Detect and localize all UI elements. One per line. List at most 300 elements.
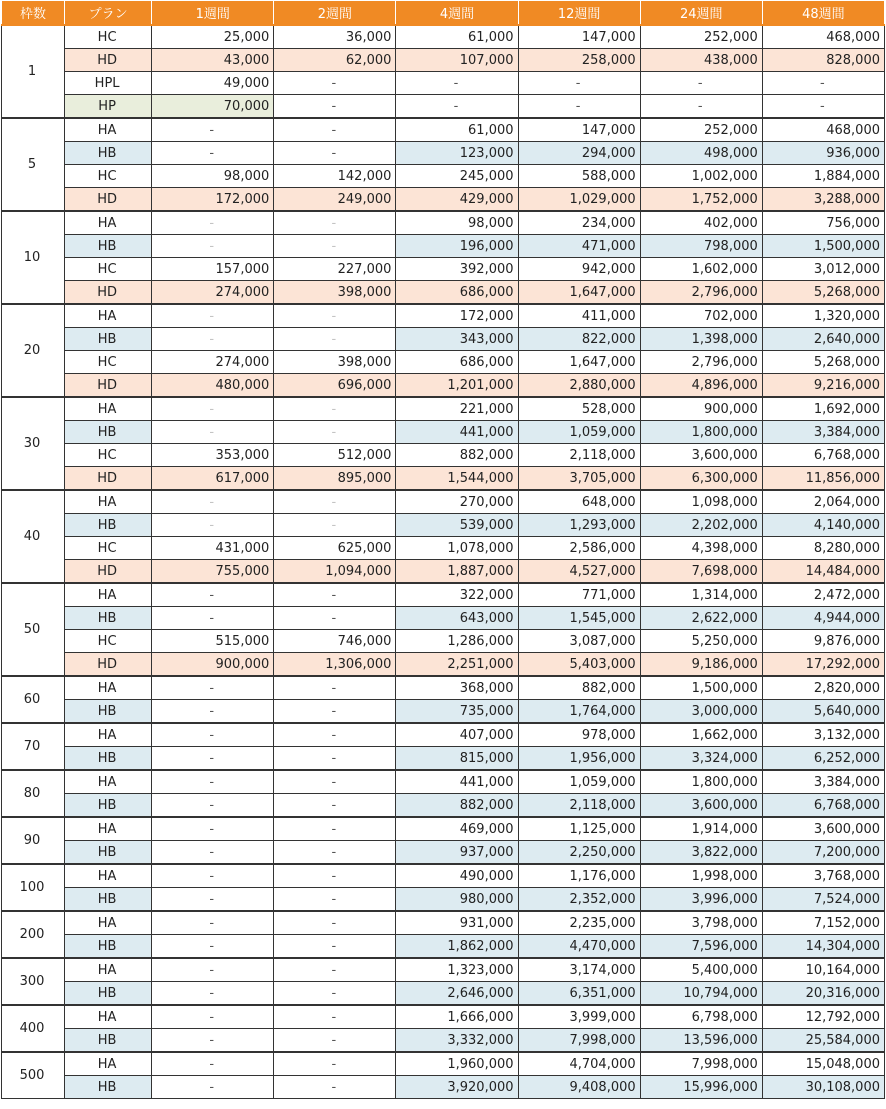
- table-header: [2, 1, 885, 26]
- price-cell: 3,012,000: [762, 258, 884, 281]
- price-cell: 1,094,000: [274, 560, 396, 584]
- price-cell: 978,000: [518, 723, 640, 747]
- price-cell: 3,705,000: [518, 467, 640, 491]
- price-cell: 900,000: [152, 653, 274, 677]
- price-cell: 147,000: [518, 25, 640, 49]
- price-cell: -: [274, 397, 396, 421]
- price-cell: 828,000: [762, 49, 884, 72]
- price-cell: -: [274, 817, 396, 841]
- plan-cell: HD: [65, 281, 152, 305]
- plan-cell: HD: [65, 560, 152, 584]
- table-row: [2, 118, 885, 142]
- plan-cell: HA: [65, 958, 152, 982]
- price-cell: 648,000: [518, 490, 640, 514]
- price-cell: 882,000: [396, 444, 518, 467]
- price-cell: 1,887,000: [396, 560, 518, 584]
- price-cell: 3,174,000: [518, 958, 640, 982]
- plan-cell: HD: [65, 653, 152, 677]
- frames-cell: 100: [2, 864, 65, 911]
- table-row: [2, 607, 885, 630]
- price-cell: 895,000: [274, 467, 396, 491]
- table-row: [2, 935, 885, 959]
- price-cell: 98,000: [152, 165, 274, 188]
- price-cell: 221,000: [396, 397, 518, 421]
- price-cell: 438,000: [640, 49, 762, 72]
- table-row: [2, 95, 885, 119]
- price-cell: -: [274, 841, 396, 865]
- table-row: [2, 211, 885, 235]
- price-cell: -: [152, 304, 274, 328]
- plan-cell: HB: [65, 421, 152, 444]
- plan-cell: HB: [65, 142, 152, 165]
- price-cell: -: [274, 794, 396, 818]
- price-cell: 1,647,000: [518, 351, 640, 374]
- price-cell: -: [274, 235, 396, 258]
- price-cell: 498,000: [640, 142, 762, 165]
- plan-cell: HB: [65, 700, 152, 724]
- plan-cell: HPL: [65, 72, 152, 95]
- price-cell: 469,000: [396, 817, 518, 841]
- price-cell: -: [396, 72, 518, 95]
- price-cell: -: [274, 1076, 396, 1099]
- plan-cell: HA: [65, 397, 152, 421]
- price-cell: 2,235,000: [518, 911, 640, 935]
- table-row: [2, 537, 885, 560]
- price-cell: 1,800,000: [640, 421, 762, 444]
- table-row: [2, 235, 885, 258]
- frames-cell: 70: [2, 723, 65, 770]
- price-cell: -: [274, 211, 396, 235]
- price-cell: 1,098,000: [640, 490, 762, 514]
- price-cell: 61,000: [396, 118, 518, 142]
- price-cell: -: [152, 397, 274, 421]
- price-cell: 2,586,000: [518, 537, 640, 560]
- price-cell: 123,000: [396, 142, 518, 165]
- price-cell: 9,408,000: [518, 1076, 640, 1099]
- price-cell: -: [152, 328, 274, 351]
- price-cell: 431,000: [152, 537, 274, 560]
- plan-cell: HB: [65, 1076, 152, 1099]
- price-cell: 2,640,000: [762, 328, 884, 351]
- plan-cell: HP: [65, 95, 152, 119]
- price-cell: 7,698,000: [640, 560, 762, 584]
- table-row: [2, 888, 885, 912]
- table-row: [2, 258, 885, 281]
- plan-cell: HA: [65, 723, 152, 747]
- table-row: [2, 794, 885, 818]
- price-cell: 5,640,000: [762, 700, 884, 724]
- price-cell: 3,132,000: [762, 723, 884, 747]
- price-cell: -: [152, 982, 274, 1006]
- price-cell: 3,384,000: [762, 770, 884, 794]
- price-cell: -: [274, 723, 396, 747]
- plan-cell: HD: [65, 467, 152, 491]
- price-cell: 62,000: [274, 49, 396, 72]
- price-cell: 900,000: [640, 397, 762, 421]
- plan-cell: HA: [65, 864, 152, 888]
- price-cell: 3,332,000: [396, 1029, 518, 1053]
- price-cell: 735,000: [396, 700, 518, 724]
- price-cell: 3,920,000: [396, 1076, 518, 1099]
- price-cell: 36,000: [274, 25, 396, 49]
- price-cell: 771,000: [518, 583, 640, 607]
- price-cell: -: [152, 935, 274, 959]
- header-plan: プラン: [65, 1, 152, 26]
- plan-cell: HA: [65, 118, 152, 142]
- price-cell: -: [274, 958, 396, 982]
- price-cell: 227,000: [274, 258, 396, 281]
- price-cell: 322,000: [396, 583, 518, 607]
- plan-cell: HC: [65, 258, 152, 281]
- price-cell: 9,216,000: [762, 374, 884, 398]
- price-cell: -: [152, 1076, 274, 1099]
- price-cell: 3,384,000: [762, 421, 884, 444]
- frames-cell: 300: [2, 958, 65, 1005]
- price-cell: 1,293,000: [518, 514, 640, 537]
- price-cell: -: [152, 958, 274, 982]
- price-cell: 429,000: [396, 188, 518, 212]
- price-cell: 6,351,000: [518, 982, 640, 1006]
- price-cell: 936,000: [762, 142, 884, 165]
- table-row: [2, 328, 885, 351]
- price-cell: 1,647,000: [518, 281, 640, 305]
- table-row: [2, 351, 885, 374]
- price-cell: 1,323,000: [396, 958, 518, 982]
- price-cell: 49,000: [152, 72, 274, 95]
- price-cell: 4,470,000: [518, 935, 640, 959]
- price-cell: -: [152, 864, 274, 888]
- table-row: [2, 841, 885, 865]
- price-cell: -: [152, 421, 274, 444]
- plan-cell: HD: [65, 374, 152, 398]
- plan-cell: HB: [65, 982, 152, 1006]
- price-cell: -: [274, 95, 396, 119]
- price-cell: 4,140,000: [762, 514, 884, 537]
- table-row: [2, 1052, 885, 1076]
- price-cell: 617,000: [152, 467, 274, 491]
- header-4-weeks: 4週間: [396, 1, 518, 26]
- price-cell: 1,862,000: [396, 935, 518, 959]
- price-cell: -: [762, 72, 884, 95]
- price-cell: -: [274, 1052, 396, 1076]
- price-cell: 30,108,000: [762, 1076, 884, 1099]
- price-cell: 1,545,000: [518, 607, 640, 630]
- plan-cell: HD: [65, 49, 152, 72]
- price-cell: 1,666,000: [396, 1005, 518, 1029]
- price-cell: 25,584,000: [762, 1029, 884, 1053]
- price-cell: 4,398,000: [640, 537, 762, 560]
- frames-cell: 400: [2, 1005, 65, 1052]
- table-row: [2, 374, 885, 398]
- table-row: [2, 1005, 885, 1029]
- price-cell: 252,000: [640, 25, 762, 49]
- price-cell: 15,996,000: [640, 1076, 762, 1099]
- price-cell: 2,064,000: [762, 490, 884, 514]
- table-row: [2, 1029, 885, 1053]
- price-cell: 1,662,000: [640, 723, 762, 747]
- price-cell: 402,000: [640, 211, 762, 235]
- header-frames: 枠数: [2, 1, 65, 26]
- price-cell: 5,268,000: [762, 281, 884, 305]
- plan-cell: HB: [65, 747, 152, 771]
- price-cell: 588,000: [518, 165, 640, 188]
- price-cell: -: [152, 583, 274, 607]
- price-cell: 1,692,000: [762, 397, 884, 421]
- frames-cell: 1: [2, 25, 65, 118]
- header-12-weeks: 12週間: [518, 1, 640, 26]
- table-row: [2, 421, 885, 444]
- price-cell: -: [274, 888, 396, 912]
- price-cell: 539,000: [396, 514, 518, 537]
- price-cell: -: [274, 747, 396, 771]
- table-row: [2, 747, 885, 771]
- price-cell: 696,000: [274, 374, 396, 398]
- price-cell: 1,500,000: [762, 235, 884, 258]
- price-cell: 490,000: [396, 864, 518, 888]
- frames-cell: 60: [2, 676, 65, 723]
- table-row: [2, 397, 885, 421]
- price-cell: -: [274, 935, 396, 959]
- price-cell: 43,000: [152, 49, 274, 72]
- price-cell: 14,484,000: [762, 560, 884, 584]
- price-cell: 1,752,000: [640, 188, 762, 212]
- price-cell: 258,000: [518, 49, 640, 72]
- price-cell: 1,500,000: [640, 676, 762, 700]
- price-cell: -: [274, 142, 396, 165]
- price-cell: 1,544,000: [396, 467, 518, 491]
- price-cell: 1,800,000: [640, 770, 762, 794]
- price-cell: 2,352,000: [518, 888, 640, 912]
- frames-cell: 10: [2, 211, 65, 304]
- price-cell: 746,000: [274, 630, 396, 653]
- price-cell: 3,768,000: [762, 864, 884, 888]
- price-cell: 2,622,000: [640, 607, 762, 630]
- price-cell: -: [274, 607, 396, 630]
- price-cell: -: [152, 817, 274, 841]
- price-cell: -: [518, 72, 640, 95]
- price-cell: 249,000: [274, 188, 396, 212]
- plan-cell: HA: [65, 583, 152, 607]
- price-cell: 3,600,000: [640, 444, 762, 467]
- price-cell: 528,000: [518, 397, 640, 421]
- price-cell: -: [274, 982, 396, 1006]
- table-row: [2, 676, 885, 700]
- price-cell: 515,000: [152, 630, 274, 653]
- price-cell: -: [152, 1029, 274, 1053]
- price-cell: 3,324,000: [640, 747, 762, 771]
- frames-cell: 50: [2, 583, 65, 676]
- plan-cell: HB: [65, 888, 152, 912]
- price-cell: 2,796,000: [640, 281, 762, 305]
- price-cell: 1,884,000: [762, 165, 884, 188]
- price-cell: -: [518, 95, 640, 119]
- price-cell: 157,000: [152, 258, 274, 281]
- plan-cell: HB: [65, 328, 152, 351]
- price-cell: 1,956,000: [518, 747, 640, 771]
- price-cell: -: [274, 1029, 396, 1053]
- price-cell: 270,000: [396, 490, 518, 514]
- plan-cell: HB: [65, 235, 152, 258]
- price-cell: 4,527,000: [518, 560, 640, 584]
- price-cell: 441,000: [396, 770, 518, 794]
- price-cell: 7,200,000: [762, 841, 884, 865]
- price-cell: -: [152, 888, 274, 912]
- price-cell: -: [274, 770, 396, 794]
- price-cell: -: [152, 607, 274, 630]
- price-cell: 1,914,000: [640, 817, 762, 841]
- price-cell: 815,000: [396, 747, 518, 771]
- price-cell: 1,764,000: [518, 700, 640, 724]
- price-cell: 3,996,000: [640, 888, 762, 912]
- price-cell: -: [762, 95, 884, 119]
- price-cell: 6,768,000: [762, 794, 884, 818]
- price-cell: 245,000: [396, 165, 518, 188]
- price-cell: 686,000: [396, 351, 518, 374]
- price-cell: 3,087,000: [518, 630, 640, 653]
- price-cell: 6,300,000: [640, 467, 762, 491]
- table-row: [2, 911, 885, 935]
- table-body: [2, 25, 885, 1099]
- plan-cell: HA: [65, 676, 152, 700]
- price-cell: 7,998,000: [640, 1052, 762, 1076]
- price-cell: 1,320,000: [762, 304, 884, 328]
- price-cell: 643,000: [396, 607, 518, 630]
- table-row: [2, 142, 885, 165]
- price-cell: 7,152,000: [762, 911, 884, 935]
- price-cell: 70,000: [152, 95, 274, 119]
- table-row: [2, 514, 885, 537]
- price-cell: 20,316,000: [762, 982, 884, 1006]
- table-row: [2, 958, 885, 982]
- price-cell: 5,400,000: [640, 958, 762, 982]
- frames-cell: 90: [2, 817, 65, 864]
- table-row: [2, 188, 885, 212]
- price-cell: -: [152, 676, 274, 700]
- plan-cell: HB: [65, 607, 152, 630]
- plan-cell: HC: [65, 537, 152, 560]
- plan-cell: HB: [65, 514, 152, 537]
- price-cell: 1,398,000: [640, 328, 762, 351]
- plan-cell: HA: [65, 817, 152, 841]
- price-cell: 882,000: [518, 676, 640, 700]
- price-cell: -: [274, 118, 396, 142]
- table-row: [2, 817, 885, 841]
- price-cell: 252,000: [640, 118, 762, 142]
- header-24-weeks: 24週間: [640, 1, 762, 26]
- price-cell: 798,000: [640, 235, 762, 258]
- frames-cell: 500: [2, 1052, 65, 1099]
- price-cell: 7,998,000: [518, 1029, 640, 1053]
- plan-cell: HA: [65, 211, 152, 235]
- plan-cell: HC: [65, 630, 152, 653]
- table-row: [2, 770, 885, 794]
- price-cell: -: [152, 490, 274, 514]
- table-row: [2, 982, 885, 1006]
- plan-cell: HA: [65, 911, 152, 935]
- plan-cell: HC: [65, 351, 152, 374]
- price-cell: 2,646,000: [396, 982, 518, 1006]
- price-cell: 1,176,000: [518, 864, 640, 888]
- price-cell: 3,288,000: [762, 188, 884, 212]
- plan-cell: HA: [65, 490, 152, 514]
- price-cell: 1,314,000: [640, 583, 762, 607]
- price-cell: 702,000: [640, 304, 762, 328]
- frames-cell: 20: [2, 304, 65, 397]
- price-cell: 2,472,000: [762, 583, 884, 607]
- price-cell: 1,960,000: [396, 1052, 518, 1076]
- price-cell: -: [274, 421, 396, 444]
- price-cell: 980,000: [396, 888, 518, 912]
- price-cell: 468,000: [762, 25, 884, 49]
- price-cell: 398,000: [274, 281, 396, 305]
- table-row: [2, 72, 885, 95]
- price-cell: 2,202,000: [640, 514, 762, 537]
- price-cell: -: [152, 142, 274, 165]
- price-cell: 942,000: [518, 258, 640, 281]
- plan-cell: HA: [65, 1005, 152, 1029]
- price-cell: 4,896,000: [640, 374, 762, 398]
- price-cell: 3,798,000: [640, 911, 762, 935]
- plan-cell: HC: [65, 25, 152, 49]
- price-cell: 755,000: [152, 560, 274, 584]
- price-cell: 7,596,000: [640, 935, 762, 959]
- plan-cell: HB: [65, 794, 152, 818]
- table-row: [2, 583, 885, 607]
- plan-cell: HB: [65, 841, 152, 865]
- price-cell: 3,600,000: [762, 817, 884, 841]
- price-cell: 25,000: [152, 25, 274, 49]
- price-cell: 2,250,000: [518, 841, 640, 865]
- price-cell: 13,596,000: [640, 1029, 762, 1053]
- price-cell: 3,999,000: [518, 1005, 640, 1029]
- price-cell: 8,280,000: [762, 537, 884, 560]
- price-cell: -: [152, 1005, 274, 1029]
- table-row: [2, 165, 885, 188]
- price-cell: 1,125,000: [518, 817, 640, 841]
- price-cell: 468,000: [762, 118, 884, 142]
- plan-cell: HA: [65, 770, 152, 794]
- table-row: [2, 1076, 885, 1099]
- price-cell: 2,118,000: [518, 794, 640, 818]
- price-cell: 4,704,000: [518, 1052, 640, 1076]
- table-row: [2, 49, 885, 72]
- price-cell: 172,000: [396, 304, 518, 328]
- price-cell: -: [152, 700, 274, 724]
- price-cell: 471,000: [518, 235, 640, 258]
- price-cell: 1,998,000: [640, 864, 762, 888]
- plan-cell: HA: [65, 1052, 152, 1076]
- price-cell: 7,524,000: [762, 888, 884, 912]
- price-cell: -: [274, 700, 396, 724]
- price-cell: 822,000: [518, 328, 640, 351]
- frames-cell: 80: [2, 770, 65, 817]
- price-cell: 5,403,000: [518, 653, 640, 677]
- price-cell: 1,306,000: [274, 653, 396, 677]
- price-cell: -: [152, 794, 274, 818]
- plan-cell: HC: [65, 444, 152, 467]
- header-48-weeks: 48週間: [762, 1, 884, 26]
- price-cell: 142,000: [274, 165, 396, 188]
- price-cell: 411,000: [518, 304, 640, 328]
- table-row: [2, 630, 885, 653]
- price-cell: 512,000: [274, 444, 396, 467]
- price-cell: 368,000: [396, 676, 518, 700]
- price-cell: 98,000: [396, 211, 518, 235]
- price-cell: 15,048,000: [762, 1052, 884, 1076]
- price-cell: 931,000: [396, 911, 518, 935]
- price-cell: 407,000: [396, 723, 518, 747]
- price-cell: 5,268,000: [762, 351, 884, 374]
